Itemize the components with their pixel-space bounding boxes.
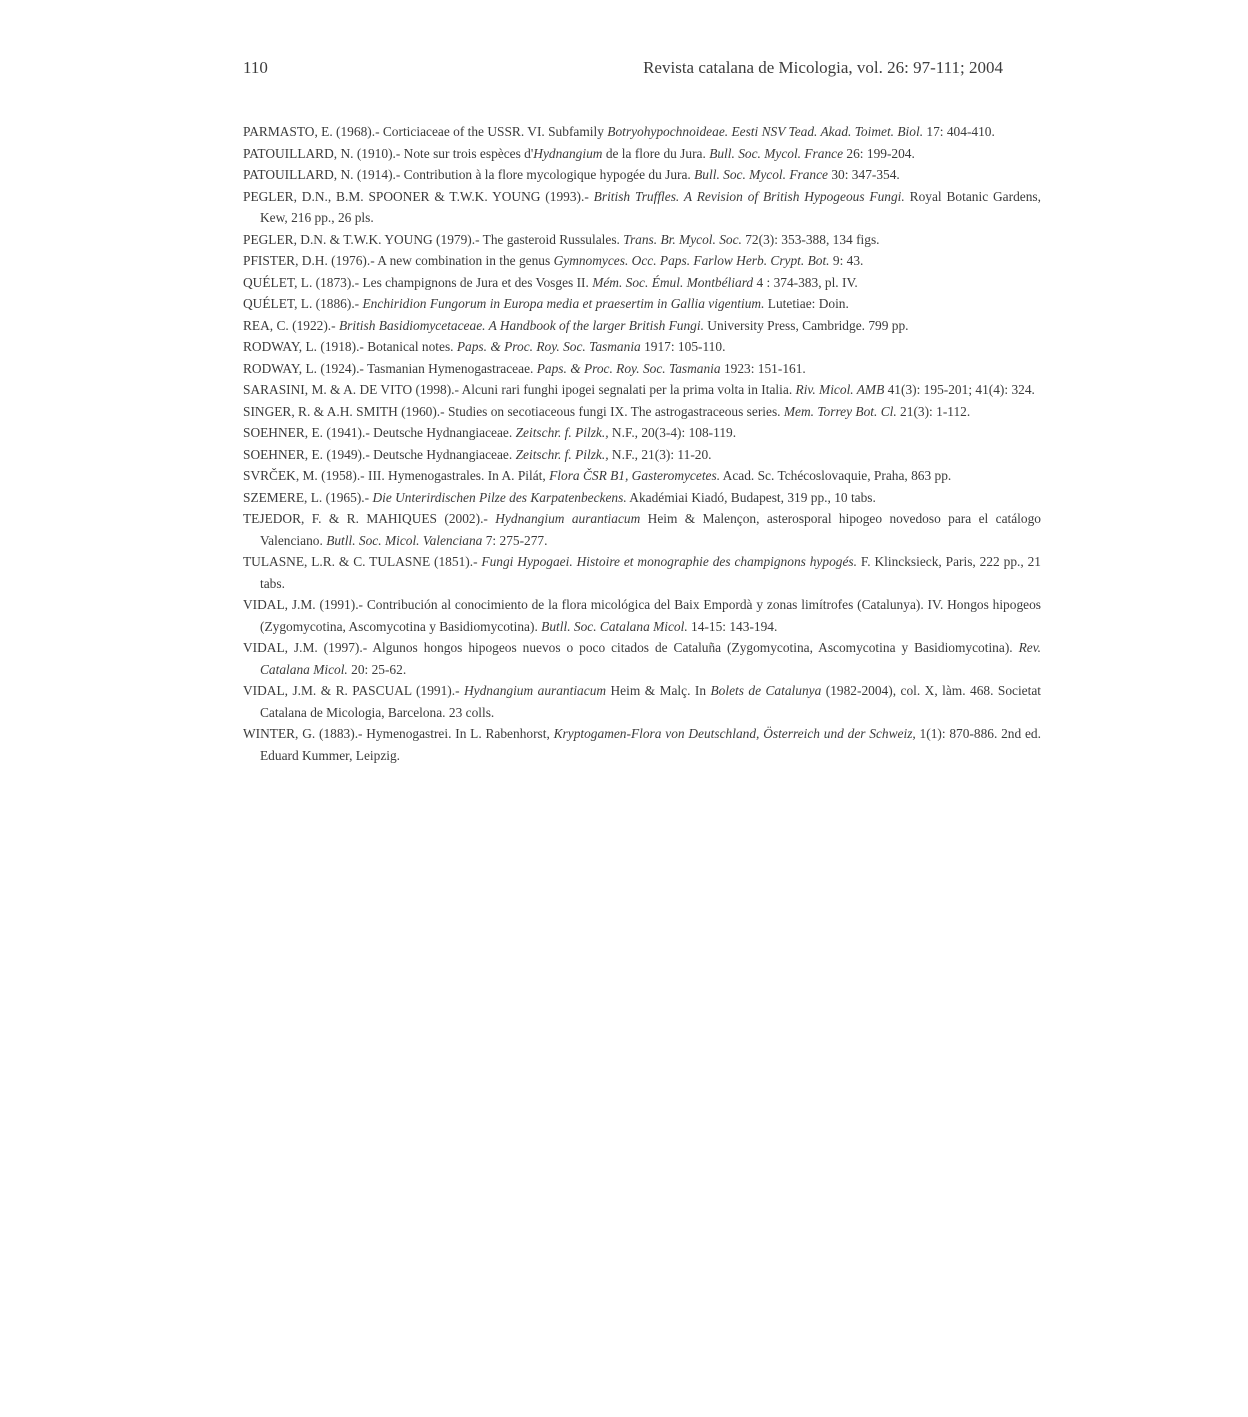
reference-text: 1923: 151-161. xyxy=(720,360,806,376)
reference-entry xyxy=(243,336,1041,358)
reference-text: PEGLER, D.N., B.M. SPOONER & T.W.K. YOUNG (1993).- xyxy=(243,188,594,204)
reference-italic-text: Trans. Br. Mycol. Soc. xyxy=(623,231,742,247)
journal-citation: Revista catalana de Micologia, vol. 26: 97-111; 2004 xyxy=(643,58,1003,77)
reference-italic-text: Die Unterirdischen Pilze des Karpatenbeckens. xyxy=(372,489,627,505)
reference-text: N.F., 20(3-4): 108-119. xyxy=(608,425,737,440)
reference-text: REA, C. (1922).- xyxy=(243,317,339,333)
reference-entry xyxy=(243,508,1041,551)
reference-italic-text: Zeitschr. f. Pilzk., xyxy=(515,425,609,440)
reference-text: TEJEDOR, F. & R. MAHIQUES (2002).- xyxy=(243,511,496,526)
reference-italic-text: Enchiridion Fungorum in Europa media et praesertim in Gallia vigentium. xyxy=(362,296,765,311)
reference-text: 26: 199-204. xyxy=(843,145,915,161)
reference-text: F. Klincksieck, Paris, 222 pp., 21 tabs. xyxy=(260,554,1041,591)
reference-entry xyxy=(243,250,1041,272)
reference-italic-text: Rev. Catalana Micol. xyxy=(260,640,1041,677)
reference-text: 9: 43. xyxy=(829,253,864,268)
reference-entry xyxy=(243,465,1041,487)
reference-text: PFISTER, D.H. (1976).- A new combination in the genus xyxy=(243,253,554,268)
reference-entry xyxy=(243,594,1041,637)
reference-text: PEGLER, D.N. & T.W.K. YOUNG (1979).- The gasteroid Russulales. xyxy=(243,231,624,247)
reference-italic-text: Hydnangium aurantiacum xyxy=(464,683,607,698)
reference-text: 17: 404-410. xyxy=(923,124,995,139)
reference-entry xyxy=(243,551,1041,594)
reference-text: de la flore du Jura. xyxy=(602,145,710,161)
reference-text: VIDAL, J.M. & R. PASCUAL (1991).- xyxy=(243,683,464,698)
reference-italic-text: Bull. Soc. Mycol. France xyxy=(694,167,828,182)
reference-entry xyxy=(243,723,1041,766)
reference-italic-text: Butll. Soc. Catalana Micol. xyxy=(541,618,688,634)
reference-entry xyxy=(243,444,1041,466)
reference-text: Akadémiai Kiadó, Budapest, 319 pp., 10 tabs. xyxy=(626,489,876,505)
reference-italic-text: Kryptogamen-Flora von Deutschland, Österreich und der Schweiz, xyxy=(553,726,916,741)
reference-text: WINTER, G. (1883).- Hymenogastrei. In L. Rabenhorst, xyxy=(243,726,554,741)
reference-entry xyxy=(243,121,1041,143)
reference-text: 7: 275-277. xyxy=(482,532,548,548)
reference-text: 14-15: 143-194. xyxy=(687,618,778,634)
reference-text: (1982-2004), col. X, làm. 468. Societat Catalana de Micologia, Barcelona. 23 colls. xyxy=(260,683,1042,720)
reference-italic-text: Paps. & Proc. Roy. Soc. Tasmania xyxy=(536,360,721,376)
reference-text: RODWAY, L. (1924).- Tasmanian Hymenogastraceae. xyxy=(243,360,537,376)
reference-list xyxy=(243,121,1041,766)
reference-entry xyxy=(243,379,1041,401)
reference-italic-text: Fungi Hypogaei. Histoire et monographie des champignons hypogés. xyxy=(481,554,857,569)
reference-text: University Press, Cambridge. 799 pp. xyxy=(703,317,909,333)
reference-italic-text: Hydnangium xyxy=(533,145,603,161)
reference-italic-text: Paps. & Proc. Roy. Soc. Tasmania xyxy=(456,339,641,354)
reference-text: SINGER, R. & A.H. SMITH (1960).- Studies on secotiaceous fungi IX. The astrogastraceous series. xyxy=(243,403,784,419)
reference-text: SVRČEK, M. (1958).- III. Hymenogastrales. In A. Pilát, xyxy=(243,468,550,483)
reference-italic-text: Bolets de Catalunya xyxy=(710,683,822,698)
reference-text: 41(3): 195-201; 41(4): 324. xyxy=(884,382,1035,397)
reference-text: 30: 347-354. xyxy=(828,167,900,182)
reference-entry xyxy=(243,272,1041,294)
reference-entry xyxy=(243,637,1041,680)
reference-text: PATOUILLARD, N. (1910).- Note sur trois espèces d' xyxy=(243,145,534,161)
reference-text: Heim & Malençon, asterosporal hipogeo novedoso para el catálogo Valenciano. xyxy=(260,511,1041,548)
reference-entry xyxy=(243,293,1041,315)
reference-italic-text: Bull. Soc. Mycol. France xyxy=(709,145,844,161)
reference-text: QUÉLET, L. (1886).- xyxy=(243,296,363,311)
reference-text: SOEHNER, E. (1949).- Deutsche Hydnangiaceae. xyxy=(243,446,516,462)
reference-italic-text: Botryohypochnoideae. Eesti NSV Tead. Akad. Toimet. Biol. xyxy=(607,124,924,139)
reference-italic-text: Flora ČSR B1, Gasteromycetes. xyxy=(549,468,721,483)
reference-entry xyxy=(243,487,1041,509)
reference-entry xyxy=(243,164,1041,186)
reference-text: 20: 25-62. xyxy=(347,661,407,677)
reference-entry xyxy=(243,680,1041,723)
reference-text: Lutetiae: Doin. xyxy=(764,296,849,311)
reference-text: 1(1): 870-886. 2nd ed. Eduard Kummer, Leipzig. xyxy=(260,726,1041,763)
reference-italic-text: British Truffles. A Revision of British Hypogeous Fungi. xyxy=(593,188,905,204)
reference-text: Heim & Malç. In xyxy=(606,683,711,698)
reference-entry xyxy=(243,401,1041,423)
reference-text: PATOUILLARD, N. (1914).- Contribution à la flore mycologique hypogée du Jura. xyxy=(243,167,695,182)
reference-text: PARMASTO, E. (1968).- Corticiaceae of the USSR. VI. Subfamily xyxy=(243,124,608,139)
reference-text: 4 : 374-383, pl. IV. xyxy=(753,274,858,290)
reference-text: SZEMERE, L. (1965).- xyxy=(243,489,373,505)
reference-entry xyxy=(243,143,1041,165)
reference-text: VIDAL, J.M. (1997).- Algunos hongos hipogeos nuevos o poco citados de Cataluña (Zygomycotina, Ascomycotina y Basidiomycotina). xyxy=(243,640,1019,655)
reference-italic-text: Butll. Soc. Micol. Valenciana xyxy=(326,532,483,548)
reference-entry xyxy=(243,186,1041,229)
reference-italic-text: Zeitschr. f. Pilzk., xyxy=(515,446,609,462)
reference-text: VIDAL, J.M. (1991).- Contribución al conocimiento de la flora micológica del Baix Empordà y zonas limítrofes (Catalunya). IV. Hongos hipogeos (Zygomycotina, Ascomycotina y Basidiomycotina). xyxy=(243,597,1041,634)
reference-entry xyxy=(243,229,1041,251)
reference-italic-text: Riv. Micol. AMB xyxy=(795,382,885,397)
reference-entry xyxy=(243,358,1041,380)
reference-text: TULASNE, L.R. & C. TULASNE (1851).- xyxy=(243,554,482,569)
reference-italic-text: Hydnangium aurantiacum xyxy=(495,511,641,526)
reference-entry xyxy=(243,315,1041,337)
reference-text: 21(3): 1-112. xyxy=(896,403,971,419)
page-number: 110 xyxy=(243,58,268,77)
reference-text: QUÉLET, L. (1873).- Les champignons de Jura et des Vosges II. xyxy=(243,274,593,290)
reference-italic-text: Mém. Soc. Émul. Montbéliard xyxy=(592,274,754,290)
reference-text: Royal Botanic Gardens, Kew, 216 pp., 26 pls. xyxy=(260,188,1041,225)
reference-text: 1917: 105-110. xyxy=(640,339,726,354)
reference-entry xyxy=(243,422,1041,444)
reference-text: 72(3): 353-388, 134 figs. xyxy=(741,231,880,247)
reference-text: N.F., 21(3): 11-20. xyxy=(608,446,712,462)
reference-text: RODWAY, L. (1918).- Botanical notes. xyxy=(243,339,457,354)
reference-text: SARASINI, M. & A. DE VITO (1998).- Alcuni rari funghi ipogei segnalati per la prima volta in Italia. xyxy=(243,382,796,397)
reference-italic-text: Mem. Torrey Bot. Cl. xyxy=(783,403,897,419)
reference-italic-text: Gymnomyces. Occ. Paps. Farlow Herb. Crypt. Bot. xyxy=(553,253,830,268)
reference-italic-text: British Basidiomycetaceae. A Handbook of the larger British Fungi. xyxy=(338,317,704,333)
reference-text: Acad. Sc. Tchécoslovaquie, Praha, 863 pp. xyxy=(720,468,952,483)
reference-text: SOEHNER, E. (1941).- Deutsche Hydnangiaceae. xyxy=(243,425,516,440)
